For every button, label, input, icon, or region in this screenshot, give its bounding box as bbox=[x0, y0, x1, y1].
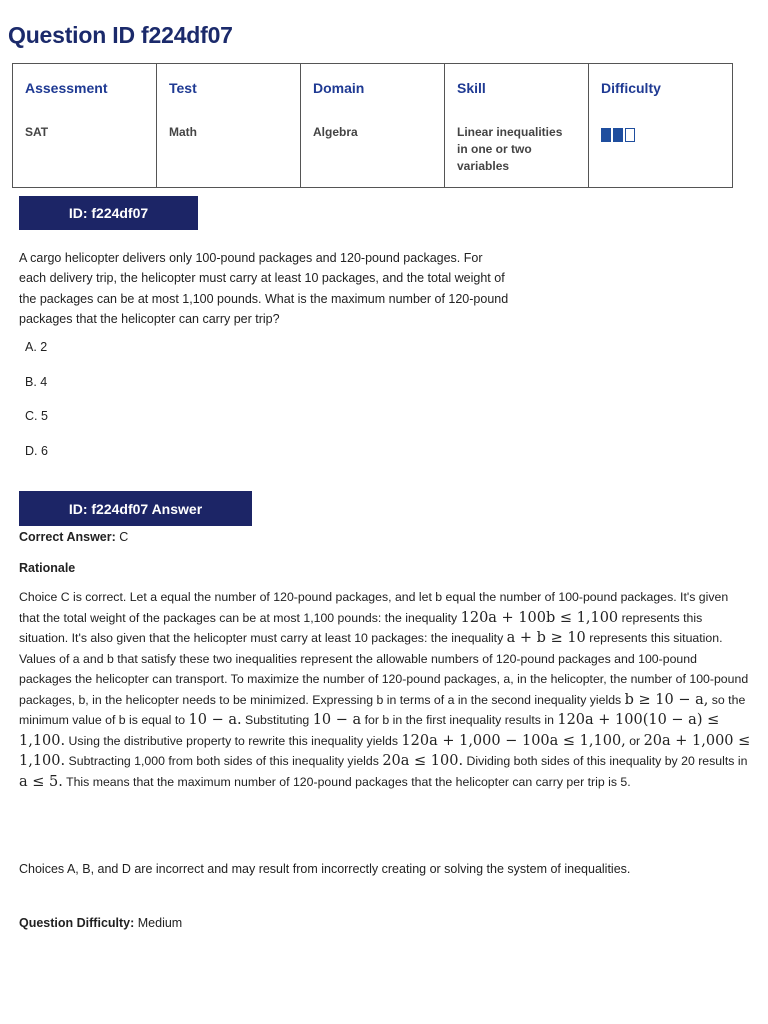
rationale-heading: Rationale bbox=[19, 561, 76, 575]
correct-answer-line bbox=[19, 530, 128, 544]
question-id-banner: ID: f224df07 bbox=[19, 196, 198, 230]
equation-4: 10 − a. bbox=[188, 712, 242, 728]
value-skill: Linear inequalities in one or two variables bbox=[445, 110, 589, 188]
correct-answer-value: C bbox=[119, 530, 129, 544]
page-title: Question ID f224df07 bbox=[8, 22, 233, 48]
rationale-p6: for b in the first inequality results in bbox=[364, 713, 554, 727]
equation-2: a + b ≥ 10 bbox=[506, 630, 586, 646]
equation-7: 120a + 1,000 − 100a ≤ 1,100, bbox=[401, 732, 626, 749]
choice-a: A. 2 bbox=[25, 340, 48, 354]
rationale-p5: Substituting bbox=[245, 713, 310, 727]
value-test: Math bbox=[157, 110, 301, 188]
difficulty-square-2 bbox=[613, 128, 623, 142]
header-assessment: Assessment bbox=[13, 64, 157, 110]
header-test: Test bbox=[157, 64, 301, 110]
header-domain: Domain bbox=[301, 64, 445, 110]
difficulty-square-3 bbox=[625, 128, 635, 142]
correct-answer-label: Correct Answer: bbox=[19, 530, 116, 544]
question-difficulty-value: Medium bbox=[137, 916, 183, 930]
question-difficulty-label: Question Difficulty: bbox=[19, 916, 135, 930]
rationale-text bbox=[19, 587, 751, 792]
rationale-p2: represents this situation. It's also given that the helicopter must carry at least 10 packages: the inequality bbox=[19, 610, 703, 645]
difficulty-indicator bbox=[601, 128, 720, 142]
equation-5: 10 − a bbox=[312, 712, 362, 728]
header-skill: Skill bbox=[445, 64, 589, 110]
rationale-p11: This means that the maximum number of 120-pound packages that the helicopter can carry per trip is 5. bbox=[66, 774, 631, 789]
equation-10: a ≤ 5. bbox=[19, 773, 63, 790]
equation-6: 120a + 100(10 − a) ≤ 1,100. bbox=[19, 712, 720, 749]
header-difficulty: Difficulty bbox=[589, 64, 733, 110]
equation-8: 20a + 1,000 ≤ 1,100. bbox=[19, 732, 751, 769]
value-assessment: SAT bbox=[13, 110, 157, 188]
rationale-p9: Subtracting 1,000 from both sides of this inequality yields bbox=[68, 754, 379, 768]
rationale-p7: Using the distributive property to rewrite this inequality yields bbox=[68, 733, 398, 748]
answer-id-banner: ID: f224df07 Answer bbox=[19, 491, 252, 526]
equation-1: 120a + 100b ≤ 1,100 bbox=[460, 609, 619, 626]
choice-c: C. 5 bbox=[25, 409, 48, 423]
rationale-p1: Choice C is correct. Let a equal the number of 120-pound packages, and let b equal the number of 100-pound packages. It's given that the total weight of the packages can be at most 1,100 pounds: the inequality bbox=[19, 590, 729, 625]
equation-9: 20a ≤ 100. bbox=[382, 753, 464, 769]
question-meta-table bbox=[12, 63, 733, 188]
choice-b: B. 4 bbox=[25, 375, 48, 389]
rationale-p8: or bbox=[629, 733, 641, 748]
rationale-p4: so the minimum value of b is equal to bbox=[19, 692, 746, 727]
value-difficulty bbox=[589, 110, 733, 188]
rationale-p3: represents this situation. Values of a and b that satisfy these two inequalities represent the allowable numbers of 120-pound packages and 100-pound packages the helicopter can transport. To maximize the number of 120-pound packages, a, in the helicopter, the number of 100-pound packages, b, in the helicopter needs to be minimized. Expressing b in terms of a in the second inequality yields bbox=[19, 631, 749, 707]
question-difficulty-footer bbox=[19, 916, 182, 930]
rationale-p10: Dividing both sides of this inequality by 20 results in bbox=[466, 754, 748, 768]
question-text: A cargo helicopter delivers only 100-pound packages and 120-pound packages. For each delivery trip, the helicopter must carry at least 10 packages, and the total weight of the packages can be at most 1,100 pounds. What is the maximum number of 120-pound packages that the helicopter can carry per trip? bbox=[19, 251, 509, 326]
incorrect-choices-note: Choices A, B, and D are incorrect and may result from incorrectly creating or solving the system of inequalities. bbox=[19, 862, 631, 876]
value-domain: Algebra bbox=[301, 110, 445, 188]
difficulty-square-1 bbox=[601, 128, 611, 142]
choice-d: D. 6 bbox=[25, 444, 48, 458]
equation-3: b ≥ 10 − a, bbox=[624, 691, 709, 708]
